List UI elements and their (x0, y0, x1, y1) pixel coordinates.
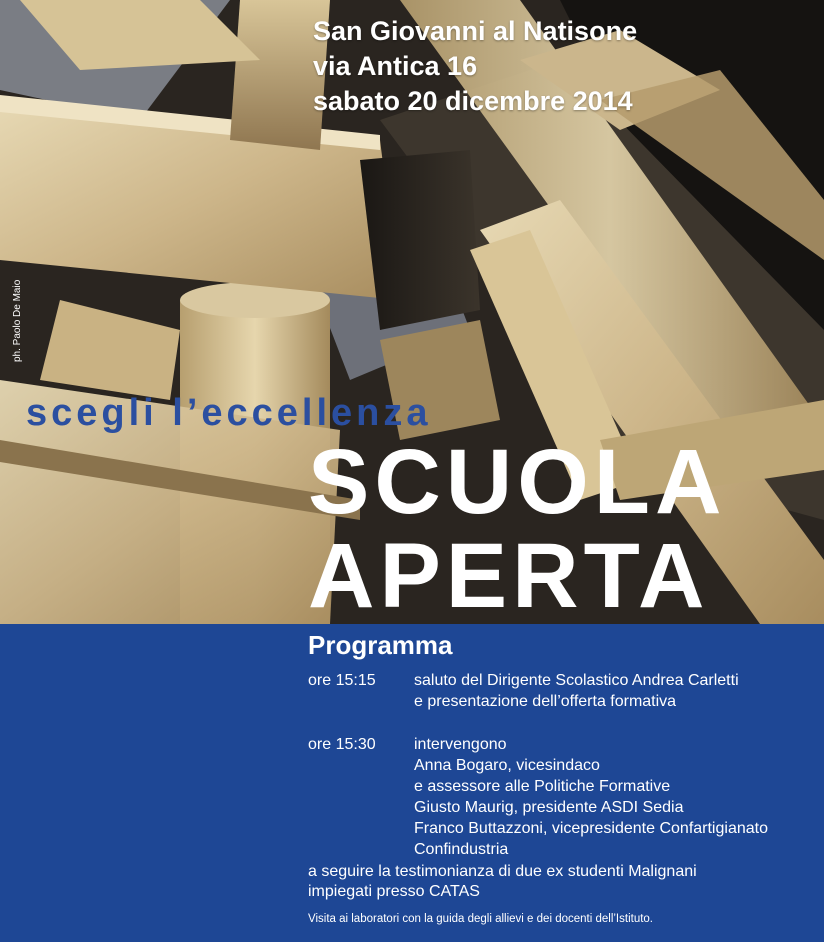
schedule-line: intervengono (414, 736, 507, 753)
event-address: via Antica 16 (313, 51, 478, 81)
schedule-description (414, 734, 768, 860)
schedule-line: e assessore alle Politiche Formative (414, 778, 671, 795)
follow-up-text (308, 862, 697, 902)
schedule-line: Confindustria (414, 841, 509, 858)
schedule-line: Anna Bogaro, vicesindaco (414, 757, 600, 774)
photo-credit: ph. Paolo De Maio (12, 279, 23, 362)
program-section (0, 624, 824, 942)
event-date: sabato 20 dicembre 2014 (313, 86, 633, 116)
schedule-time: ore 15:15 (308, 672, 376, 689)
event-location: San Giovanni al Natisone (313, 16, 638, 46)
schedule-line: Franco Buttazzoni, vicepresidente Confartigianato (414, 820, 768, 837)
slogan: scegli l’eccellenza (26, 392, 432, 434)
program-heading: Programma (308, 630, 453, 660)
title-line-2: APERTA (308, 525, 710, 624)
schedule-line: Giusto Maurig, presidente ASDI Sedia (414, 799, 684, 816)
schedule-time: ore 15:30 (308, 736, 376, 753)
visit-note: Visita ai laboratori con la guida degli allievi e dei docenti dell’Istituto. (308, 913, 653, 925)
title-line-1: SCUOLA (308, 431, 727, 533)
follow-up-line: impiegati presso CATAS (308, 883, 480, 900)
event-info (313, 14, 637, 119)
schedule-description (414, 670, 739, 712)
schedule-line: saluto del Dirigente Scolastico Andrea Carletti (414, 672, 739, 689)
schedule-line: e presentazione dell’offerta formativa (414, 693, 677, 710)
follow-up-line: a seguire la testimonianza di due ex studenti Malignani (308, 863, 697, 880)
